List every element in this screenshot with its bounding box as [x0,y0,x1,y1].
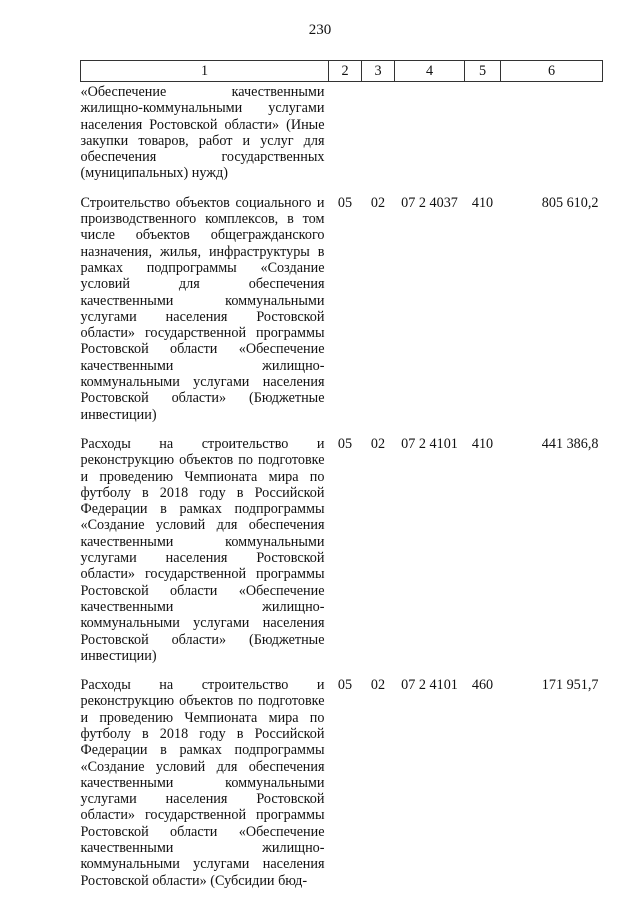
row-description: «Обеспечение качественными жилищно-коммунальными услугами населения Ростовской области» (Иные закупки товаров, работ и услуг для обеспечения государственных (муниципальных) нужд) [80,84,325,182]
column-header-3: 3 [362,61,395,82]
row-subsection: 02 [370,435,386,452]
row-section: 05 [337,194,353,211]
column-header-5: 5 [465,61,501,82]
row-subsection [362,82,395,182]
column-header-4: 4 [395,61,465,82]
column-header-6: 6 [501,61,603,82]
row-subsection: 02 [370,194,386,211]
row-target-article [395,82,465,182]
row-section [329,82,362,182]
row-amount: 441 386,8 [541,435,599,452]
row-amount [501,82,603,182]
row-subsection: 02 [370,677,386,694]
row-description: Расходы на строительство и реконструкцию объектов по подготовке и проведению Чемпионата мира по футболу в 2018 году в Российской Федерации в рамках подпрограммы «Создание условий для обеспечения качественными коммунальными услугами населения Ростовской области» государственной программы Ростовской области «Обеспечение качественными жилищно-коммунальными услугами населения Ростовской области» (Бюджетные инвестиции) [80,435,325,664]
row-expense-type: 410 [471,194,494,211]
table-row [81,182,603,423]
row-description: Строительство объектов социального и производственного комплексов, в том числе объектов общегражданского назначения, жилья, инфраструктуры в рамках подпрограммы «Создание условий для обеспечения качественными коммунальными услугами населения Ростовской области» государственной программы Ростовской области «Обеспечение качественными жилищно-коммунальными услугами населения Ростовской области» (Бюджетные инвестиции) [80,194,325,423]
table-row [81,423,603,664]
row-expense-type: 460 [471,677,494,694]
column-header-1: 1 [81,61,329,82]
budget-table [80,60,603,889]
row-expense-type [465,82,501,182]
row-section: 05 [337,677,353,694]
row-amount: 805 610,2 [541,194,599,211]
row-expense-type: 410 [471,435,494,452]
page-number: 230 [308,22,332,38]
row-description: Расходы на строительство и реконструкцию объектов по подготовке и проведению Чемпионата мира по футболу в 2018 году в Российской Федерации в рамках подпрограммы «Создание условий для обеспечения качественными коммунальными услугами населения Ростовской области» государственной программы Ростовской области «Обеспечение качественными жилищно-коммунальными услугами населения Ростовской области» (Субсидии бюд- [80,677,325,889]
table-row [81,82,603,182]
column-header-2: 2 [329,61,362,82]
row-target-article: 07 2 4101 [401,677,458,694]
row-target-article: 07 2 4101 [401,435,458,452]
row-section: 05 [337,435,353,452]
row-amount: 171 951,7 [541,677,599,694]
table-row [81,664,603,889]
table-header-row [81,61,603,82]
row-target-article: 07 2 4037 [401,194,458,211]
